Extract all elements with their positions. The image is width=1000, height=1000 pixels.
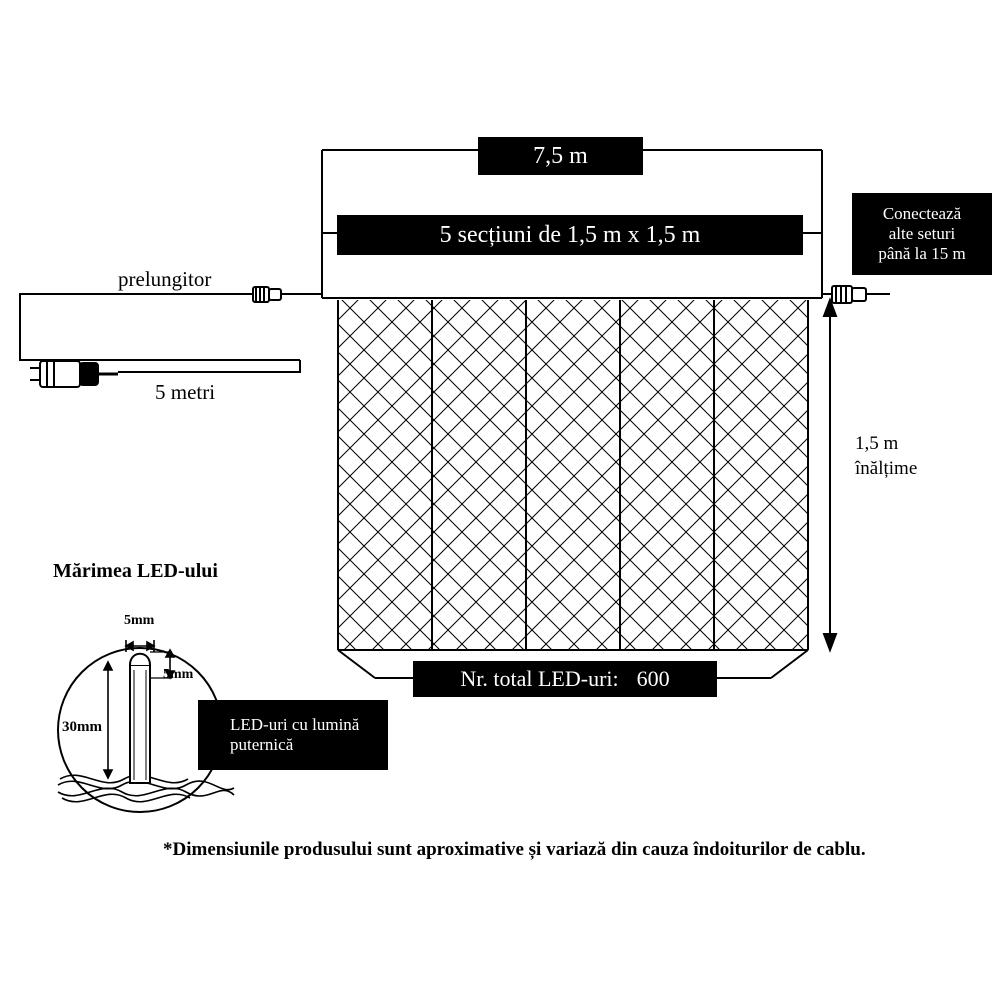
led-width-label: 5mm bbox=[124, 613, 155, 628]
net-mesh bbox=[338, 300, 808, 650]
height-value: 1,5 m bbox=[855, 433, 899, 454]
connect-more-label: Conectează alte seturi până la 15 m bbox=[852, 193, 992, 275]
extension-cord-label: prelungitor bbox=[118, 267, 212, 291]
total-leds-label: Nr. total LED-uri: bbox=[460, 666, 619, 692]
total-leds-box bbox=[413, 661, 717, 697]
led-detail-drawing bbox=[20, 600, 400, 830]
power-plug-icon bbox=[30, 361, 118, 387]
total-leds-value: 600 bbox=[636, 666, 670, 692]
led-length-label: 30mm bbox=[62, 719, 102, 735]
led-length-dimension bbox=[104, 662, 112, 778]
height-caption: înălțime bbox=[855, 457, 918, 479]
cord-length-label: 5 metri bbox=[155, 380, 216, 404]
right-connector-icon bbox=[822, 286, 890, 303]
bright-leds-label: LED-uri cu lumină puternică bbox=[198, 700, 388, 770]
led-size-title: Mărimea LED-ului bbox=[53, 560, 218, 582]
cord-connector-icon bbox=[253, 287, 288, 302]
height-dimension-arrow bbox=[824, 300, 836, 650]
led-cap-height-label: 5mm bbox=[163, 667, 194, 682]
led-width-dimension bbox=[126, 640, 154, 652]
height-label bbox=[855, 432, 917, 481]
sections-label: 5 secțiuni de 1,5 m x 1,5 m bbox=[337, 215, 803, 255]
led-body bbox=[130, 654, 150, 783]
footnote: *Dimensiunile produsului sunt aproximative și variază din cauza îndoiturilor de cablu. bbox=[163, 839, 866, 860]
top-width-label: 7,5 m bbox=[478, 137, 643, 175]
